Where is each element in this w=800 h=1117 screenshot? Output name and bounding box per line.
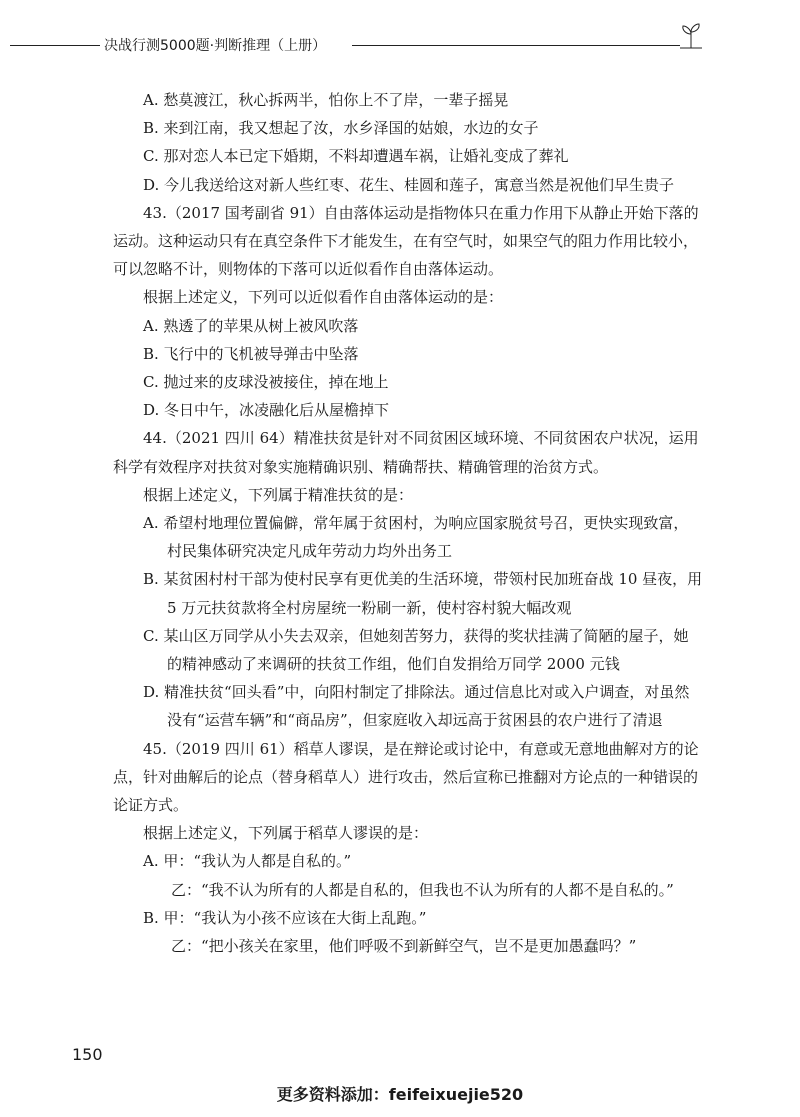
question-45: 45.（2019 四川 61）稻草人谬误，是在辩论或讨论中，有意或无意地曲解对方的论点，针对曲解后的论点（替身稻草人）进行攻击，然后宣称已推翻对方论点的一种错误的论证方式。 xyxy=(113,739,699,815)
question-43-prompt: 根据上述定义，下列可以近似看作自由落体运动的是： xyxy=(143,288,504,307)
page-number: 150 xyxy=(72,1045,103,1064)
option-line: C. 那对恋人本已定下婚期，不料却遭遇车祸，让婚礼变成了葬礼 xyxy=(143,147,569,166)
option-d: D. 冬日中午，冰凌融化后从屋檐掉下 xyxy=(143,401,390,420)
option-b: B. 某贫困村村干部为使村民享有更优美的生活环境，带领村民加班奋战 10 昼夜，用 5 万元扶贫款将全村房屋统一粉刷一新，使村容村貌大幅改观 xyxy=(143,570,703,617)
option-line: D. 今儿我送给这对新人些红枣、花生、桂圆和莲子，寓意当然是祝他们早生贵子 xyxy=(143,175,675,194)
footer-note: 更多资料添加：feifeixuejie520 xyxy=(276,1085,524,1104)
page-content xyxy=(113,86,703,960)
option-a-speaker-2: 乙：“我不认为所有的人都是自私的，但我也不认为所有的人都不是自私的。” xyxy=(171,880,674,899)
running-header xyxy=(0,30,800,60)
option-c: C. 某山区万同学从小失去双亲，但她刻苦努力，获得的奖状挂满了简陋的屋子，她的精神感动了来调研的扶贫工作组，他们自发捐给万同学 2000 元钱 xyxy=(143,626,689,674)
sprout-icon xyxy=(676,22,706,50)
option-a: A. 熟透了的苹果从树上被风吹落 xyxy=(143,316,359,335)
question-43: 43.（2017 国考副省 91）自由落体运动是指物体只在重力作用下从静止开始下落的运动。这种运动只有在真空条件下才能发生，在有空气时，如果空气的阻力作用比较小，可以忽略不计，则物体的下落可以近似看作自由落体运动。 xyxy=(113,203,699,279)
option-b: B. 飞行中的飞机被导弹击中坠落 xyxy=(143,344,359,363)
question-44: 44.（2021 四川 64）精准扶贫是针对不同贫困区域环境、不同贫困农户状况，运用科学有效程序对扶贫对象实施精确识别、精确帮扶、精确管理的治贫方式。 xyxy=(113,429,699,476)
question-45-prompt: 根据上述定义，下列属于稻草人谬误的是： xyxy=(143,824,429,843)
option-line: B. 来到江南，我又想起了汝，水乡泽国的姑娘，水边的女子 xyxy=(143,119,539,138)
option-line: A. 愁莫渡江，秋心拆两半，怕你上不了岸，一辈子摇晃 xyxy=(143,91,509,109)
option-a-speaker-1: A. 甲：“我认为人都是自私的。” xyxy=(143,852,352,871)
option-b-speaker-2: 乙：“把小孩关在家里，他们呼吸不到新鲜空气，岂不是更加愚蠢吗？” xyxy=(171,937,637,956)
question-44-prompt: 根据上述定义，下列属于精准扶贫的是： xyxy=(143,485,414,504)
header-title: 决战行测5000题·判断推理（上册） xyxy=(104,38,327,54)
option-b-speaker-1: B. 甲：“我认为小孩不应该在大街上乱跑。” xyxy=(143,908,427,927)
option-a: A. 希望村地理位置偏僻，常年属于贫困村，为响应国家脱贫号召，更快实现致富，村民集体研究决定凡成年劳动力均外出务工 xyxy=(143,514,689,561)
header-rule-right xyxy=(352,45,680,46)
option-d: D. 精准扶贫“回头看”中，向阳村制定了排除法。通过信息比对或入户调查，对虽然没有“运营车辆”和“商品房”，但家庭收入却远高于贫困县的农户进行了清退 xyxy=(143,683,690,730)
header-rule-left xyxy=(10,45,100,46)
option-c: C. 抛过来的皮球没被接住，掉在地上 xyxy=(143,373,389,392)
